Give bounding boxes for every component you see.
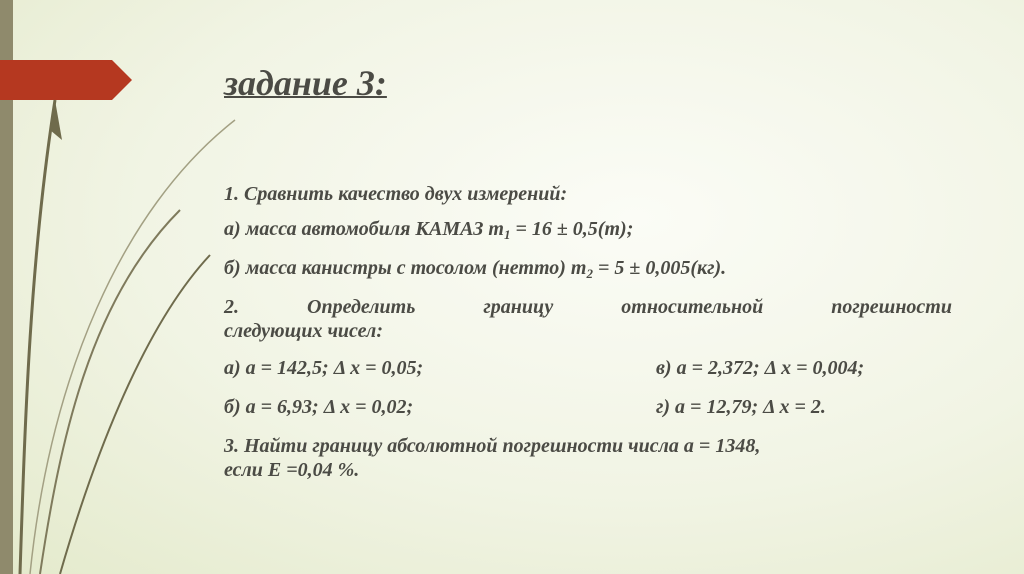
task2-item-a: а) а = 142,5; Δ x = 0,05; (224, 357, 424, 379)
task3-line1: 3. Найти границу абсолютной погрешности числа а = 1348, (224, 435, 761, 457)
task3-line2: если Е =0,04 %. (224, 459, 360, 481)
task2-heading-line1: 2. Определить границу относительной погрешности (224, 296, 952, 318)
task2-item-b: б) а = 6,93; Δ x = 0,02; (224, 396, 414, 418)
task1-item-b: б) масса канистры с тосолом (нетто) $m_2 = 5 \pm 0,005(кг)$. (224, 257, 727, 281)
task2-row-2 (224, 395, 952, 419)
slide-title: задание 3: (224, 63, 387, 103)
task2-item-g: г) а = 12,79; Δ x = 2. (656, 396, 826, 418)
task1-heading: 1. Сравнить качество двух измерений: (224, 183, 568, 205)
task2-row-1 (224, 356, 952, 380)
task-list (224, 182, 952, 482)
task2-item-v: в) а = 2,372; Δ x = 0,004; (656, 357, 865, 379)
task2-heading-line2: следующих чисел: (224, 320, 383, 342)
task1-item-a: а) масса автомобиля КАМАЗ $m_1 = 16 \pm 0,5(т)$; (224, 218, 634, 242)
decorative-leaves (0, 0, 260, 574)
